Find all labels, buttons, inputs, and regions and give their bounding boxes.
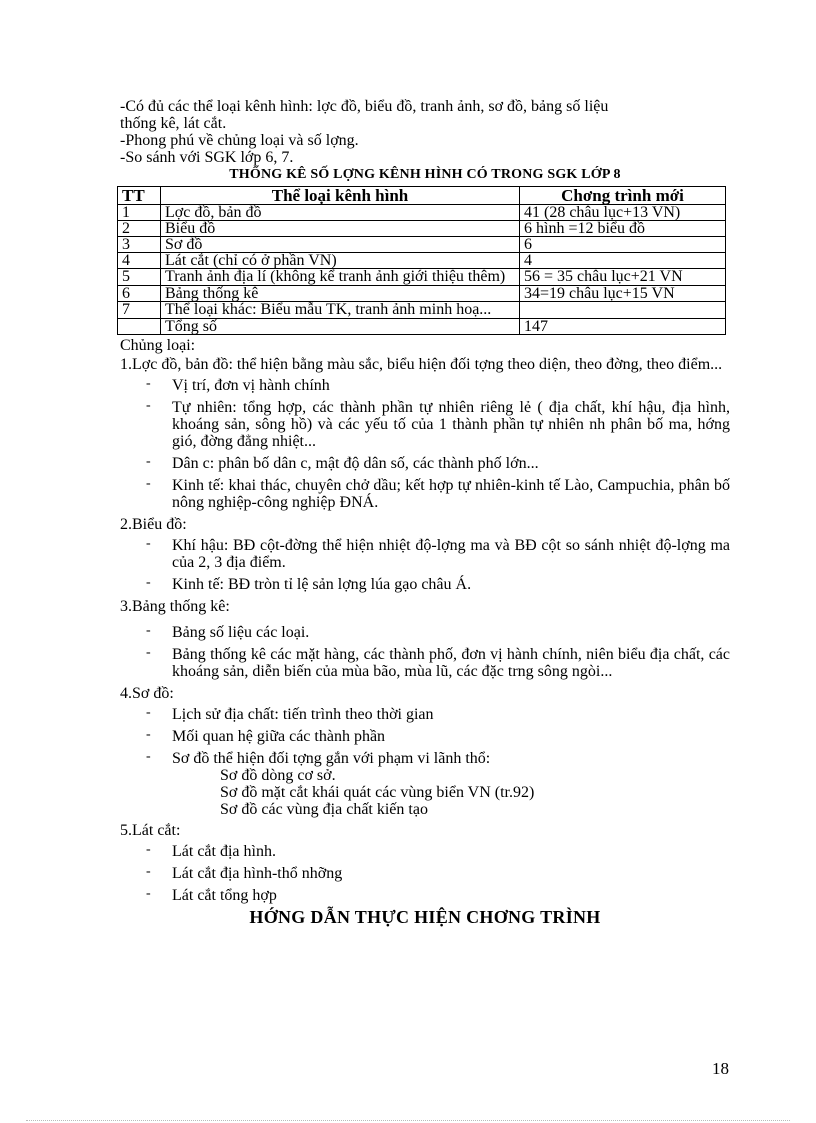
list-item: - Sơ đồ thể hiện đối tợng gắn với phạm vi lãnh thổ: bbox=[146, 750, 730, 767]
cell-tt: 5 bbox=[118, 269, 161, 286]
cell-count: 6 bbox=[520, 237, 726, 253]
section-5-heading: 5.Lát cắt: bbox=[120, 822, 181, 839]
list-item: - Lát cắt tổng hợp bbox=[146, 887, 730, 904]
table-row bbox=[118, 221, 726, 237]
list-item: - Kinh tế: BĐ tròn tỉ lệ sản lợng lúa gạo châu Á. bbox=[146, 576, 730, 593]
sub-item: Sơ đồ dòng cơ sở. bbox=[220, 767, 336, 784]
header-type: Thể loại kênh hình bbox=[161, 187, 520, 205]
cell-type: Biểu đồ bbox=[161, 221, 520, 237]
list-item: - Kinh tế: khai thác, chuyên chở dầu; kết hợp tự nhiên-kinh tế Lào, Campuchia, phân bố nông nghiệp-công nghiệp ĐNÁ. bbox=[146, 477, 730, 511]
statistics-table bbox=[117, 186, 726, 335]
cell-type: Thể loại khác: Biểu mẫu TK, tranh ảnh minh hoạ... bbox=[161, 302, 520, 319]
table-row bbox=[118, 253, 726, 269]
header-program: Chơng trình mới bbox=[520, 187, 726, 205]
table-row bbox=[118, 205, 726, 221]
page-number: 18 bbox=[712, 1059, 729, 1078]
footer-divider bbox=[26, 1120, 790, 1121]
cell-count: 41 (28 châu lục+13 VN) bbox=[520, 205, 726, 221]
cell-tt: 3 bbox=[118, 237, 161, 253]
cell-type: Tranh ảnh địa lí (không kể tranh ảnh giới thiệu thêm) bbox=[161, 269, 520, 286]
section-3-list bbox=[120, 624, 730, 680]
table-title: THỐNG KÊ SỐ LỢNG KÊNH HÌNH CÓ TRONG SGK LỚP 8 bbox=[229, 167, 621, 182]
intro-line: thống kê, lát cắt. bbox=[120, 115, 227, 132]
list-item: - Vị trí, đơn vị hành chính bbox=[146, 377, 730, 394]
table-row bbox=[118, 286, 726, 302]
sub-item: Sơ đồ mặt cắt khái quát các vùng biển VN (tr.92) bbox=[220, 784, 535, 801]
list-item: - Khí hậu: BĐ cột-đờng thể hiện nhiệt độ-lợng ma và BĐ cột so sánh nhiệt độ-lợng ma của 2, 3 địa điểm. bbox=[146, 537, 730, 571]
cell-tt: 4 bbox=[118, 253, 161, 269]
section-3-heading: 3.Bảng thống kê: bbox=[120, 598, 230, 615]
cell-tt: 7 bbox=[118, 302, 161, 319]
list-item: - Lát cắt địa hình-thổ nhỡng bbox=[146, 865, 730, 882]
table-total-row bbox=[118, 319, 726, 335]
section-2-list bbox=[120, 537, 730, 593]
cell-type: Lát cắt (chỉ có ở phần VN) bbox=[161, 253, 520, 269]
list-item: - Dân c: phân bố dân c, mật độ dân số, các thành phố lớn... bbox=[146, 455, 730, 472]
cell-tt: 6 bbox=[118, 286, 161, 302]
section-1-list bbox=[120, 377, 730, 511]
header-tt: TT bbox=[118, 187, 161, 205]
cell-count: 56 = 35 châu lục+21 VN bbox=[520, 269, 726, 286]
cell-type: Sơ đồ bbox=[161, 237, 520, 253]
cell-tt: 2 bbox=[118, 221, 161, 237]
list-item: - Tự nhiên: tổng hợp, các thành phần tự nhiên riêng lẻ ( địa chất, khí hậu, địa hình, khoáng sản, sông hồ) và các yếu tố của 1 thành phần tự nhiên nh phân bố ma, hớng gió, đờng đẳng nhiệt... bbox=[146, 399, 730, 450]
intro-line: -Phong phú về chủng loại và số lợng. bbox=[120, 132, 359, 149]
cell-count: 34=19 châu lục+15 VN bbox=[520, 286, 726, 302]
section-5-list bbox=[120, 843, 730, 904]
list-item: - Bảng thống kê các mặt hàng, các thành phố, đơn vị hành chính, niên biểu địa chất, các khoáng sản, diễn biến của mùa bão, mùa lũ, các đặc trng sông ngòi... bbox=[146, 646, 730, 680]
section-intro: Chủng loại: bbox=[120, 337, 196, 354]
intro-line: -So sánh với SGK lớp 6, 7. bbox=[120, 149, 294, 166]
cell-tt: 1 bbox=[118, 205, 161, 221]
closing-heading: HỚNG DẪN THỰC HIỆN CHƠNG TRÌNH bbox=[249, 907, 601, 927]
cell-tt bbox=[118, 319, 161, 335]
section-1-heading: 1.Lợc đồ, bản đồ: thể hiện bằng màu sắc, biểu hiện đối tợng theo diện, theo đờng, theo điểm... bbox=[120, 356, 723, 373]
list-item: - Bảng số liệu các loại. bbox=[146, 624, 730, 641]
cell-type: Bảng thống kê bbox=[161, 286, 520, 302]
cell-type: Lợc đồ, bản đồ bbox=[161, 205, 520, 221]
cell-count bbox=[520, 302, 726, 319]
cell-count: 6 hình =12 biểu đồ bbox=[520, 221, 726, 237]
section-2-heading: 2.Biểu đồ: bbox=[120, 516, 187, 533]
document-page bbox=[120, 98, 730, 926]
table-row bbox=[118, 302, 726, 319]
section-4-heading: 4.Sơ đồ: bbox=[120, 685, 174, 702]
intro-line: -Có đủ các thể loại kênh hình: lợc đồ, biểu đồ, tranh ảnh, sơ đồ, bảng số liệu bbox=[120, 98, 609, 115]
sub-item: Sơ đồ các vùng địa chất kiến tạo bbox=[220, 801, 428, 818]
list-item: - Lịch sử địa chất: tiến trình theo thời gian bbox=[146, 706, 730, 723]
cell-type: Tổng số bbox=[161, 319, 520, 335]
cell-count: 147 bbox=[520, 319, 726, 335]
list-item: - Mối quan hệ giữa các thành phần bbox=[146, 728, 730, 745]
table-row bbox=[118, 269, 726, 286]
table-header-row bbox=[118, 187, 726, 205]
list-item: - Lát cắt địa hình. bbox=[146, 843, 730, 860]
table-row bbox=[118, 237, 726, 253]
section-4-list bbox=[120, 706, 730, 767]
cell-count: 4 bbox=[520, 253, 726, 269]
